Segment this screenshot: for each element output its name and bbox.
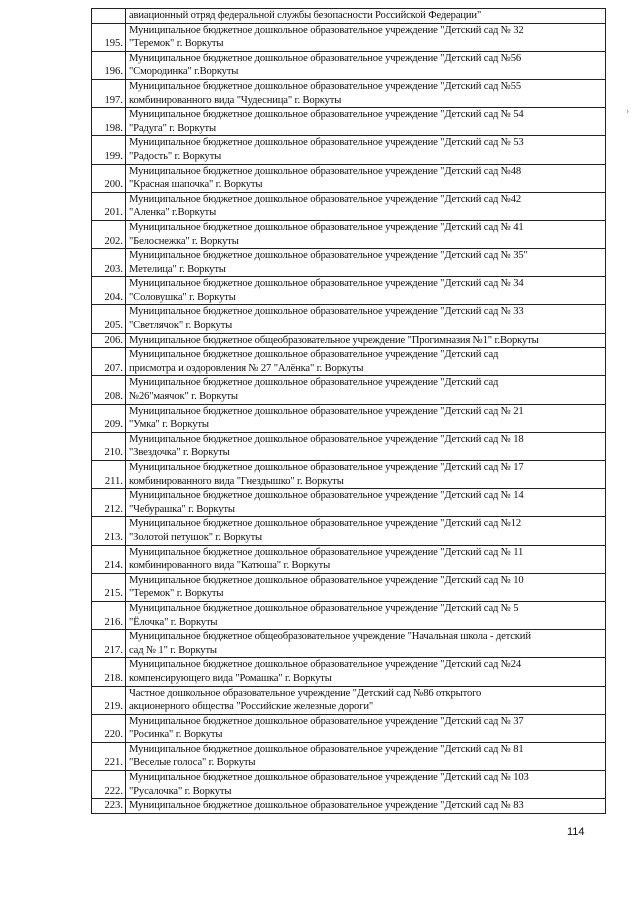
row-number: 197. [92, 79, 126, 107]
institution-name-line: сад № 1" г. Воркуты [129, 644, 217, 656]
institution-name-line: Муниципальное бюджетное дошкольное образовательное учреждение "Детский сад № 81 [129, 743, 524, 755]
institution-name-cell [126, 489, 606, 517]
row-number: 207. [92, 348, 126, 376]
row-number: 220. [92, 714, 126, 742]
institution-name-line: "Теремок" г. Воркуты [129, 588, 224, 600]
institution-name-cell [126, 9, 606, 24]
institution-name-cell [126, 432, 606, 460]
institution-name-cell [126, 714, 606, 742]
institution-name-line: Муниципальное бюджетное дошкольное образовательное учреждение "Детский сад № 14 [129, 490, 524, 502]
table-row [92, 164, 606, 192]
table-row [92, 545, 606, 573]
institution-name-cell [126, 164, 606, 192]
table-row [92, 517, 606, 545]
institution-name-cell [126, 348, 606, 376]
row-number: 205. [92, 305, 126, 333]
table-row [92, 9, 606, 24]
institution-name-line: Муниципальное бюджетное дошкольное образовательное учреждение "Детский сад № 37 [129, 715, 524, 727]
row-number: 221. [92, 742, 126, 770]
institution-name-line: Муниципальное бюджетное дошкольное образовательное учреждение "Детский сад № 18 [129, 433, 524, 445]
institution-name-line: "Соловушка" г. Воркуты [129, 291, 236, 303]
page-number: 114 [567, 826, 585, 838]
table-row [92, 220, 606, 248]
table-row [92, 714, 606, 742]
row-number: 215. [92, 573, 126, 601]
institution-name-line: Муниципальное бюджетное дошкольное образовательное учреждение "Детский сад № 41 [129, 221, 524, 233]
institution-name-cell [126, 376, 606, 404]
institution-name-line: Муниципальное бюджетное дошкольное образовательное учреждение "Детский сад № 35" [129, 250, 528, 262]
institution-name-line: Муниципальное бюджетное дошкольное образовательное учреждение "Детский сад № 11 [129, 546, 524, 558]
row-number: 217. [92, 630, 126, 658]
table-row [92, 305, 606, 333]
institution-name-cell [126, 79, 606, 107]
institution-name-line: "Радуга" г. Воркуты [129, 122, 216, 134]
institution-name-line: Муниципальное бюджетное дошкольное образовательное учреждение "Детский сад № 17 [129, 462, 524, 473]
row-number: 198. [92, 108, 126, 136]
institution-name-line: компенсирующего вида "Ромашка" г. Воркуты [129, 672, 332, 684]
table-row [92, 348, 606, 376]
table-row [92, 108, 606, 136]
institution-name-line: Муниципальное бюджетное дошкольное образовательное учреждение "Детский сад № 34 [129, 278, 524, 290]
row-number: 195. [92, 23, 126, 51]
table-row [92, 79, 606, 107]
row-number [92, 9, 126, 24]
institution-name-cell [126, 220, 606, 248]
institution-name-cell [126, 192, 606, 220]
institution-name-cell [126, 545, 606, 573]
institution-name-line: Муниципальное бюджетное дошкольное образовательное учреждение "Детский сад №55 [129, 80, 522, 92]
row-number: 201. [92, 192, 126, 220]
institution-name-line: Муниципальное бюджетное дошкольное образовательное учреждение "Детский сад № 5 [129, 602, 519, 614]
institution-name-line: комбинированного вида "Катюша" г. Воркуты [129, 560, 331, 572]
institution-name-line: Муниципальное бюджетное дошкольное образовательное учреждение "Детский сад [129, 349, 499, 361]
institution-name-cell [126, 51, 606, 79]
institution-name-cell [126, 601, 606, 629]
institution-name-line: авиационный отряд федеральной службы безопасности Российской Федерации" [129, 10, 482, 21]
row-number: 206. [92, 333, 126, 348]
institution-name-line: "Красная шапочка" г. Воркуты [129, 179, 263, 191]
institution-name-line: комбинированного вида "Чудесница" г. Воркуты [129, 94, 342, 106]
row-number: 208. [92, 376, 126, 404]
institution-name-line: Муниципальное бюджетное дошкольное образовательное учреждение "Детский сад [129, 377, 499, 389]
institution-name-line: Метелица" г. Воркуты [129, 263, 226, 275]
institution-name-cell [126, 686, 606, 714]
row-number: 200. [92, 164, 126, 192]
institution-name-line: Частное дошкольное образовательное учреждение "Детский сад №86 открытого [129, 687, 482, 699]
institution-name-cell [126, 630, 606, 658]
row-number: 219. [92, 686, 126, 714]
institution-name-line: Муниципальное бюджетное дошкольное образовательное учреждение "Детский сад № 10 [129, 574, 524, 586]
table-row [92, 489, 606, 517]
institution-name-cell [126, 658, 606, 686]
table-row [92, 630, 606, 658]
institution-name-line: Муниципальное бюджетное дошкольное образовательное учреждение "Детский сад № 21 [129, 405, 524, 417]
institution-name-cell [126, 277, 606, 305]
institution-name-line: "Умка" г. Воркуты [129, 419, 209, 431]
institution-name-line: Муниципальное бюджетное дошкольное образовательное учреждение "Детский сад № 53 [129, 137, 524, 149]
table-row [92, 333, 606, 348]
institution-name-line: "Росинка" г. Воркуты [129, 729, 223, 741]
registry-table [91, 8, 606, 814]
institution-name-cell [126, 799, 606, 814]
institution-name-line: "Смородинка" г.Воркуты [129, 66, 239, 78]
institution-name-line: "Звездочка" г. Воркуты [129, 447, 230, 459]
table-row [92, 658, 606, 686]
institution-name-cell [126, 23, 606, 51]
institution-name-cell [126, 461, 606, 489]
table-row [92, 136, 606, 164]
institution-name-cell [126, 517, 606, 545]
row-number: 213. [92, 517, 126, 545]
row-number: 211. [92, 461, 126, 489]
institution-name-line: Муниципальное бюджетное дошкольное образовательное учреждение "Детский сад № 33 [129, 306, 524, 318]
table-row [92, 23, 606, 51]
row-number: 214. [92, 545, 126, 573]
table-row [92, 799, 606, 814]
table-row [92, 376, 606, 404]
institution-name-line: присмотра и оздоровления № 27 "Алёнка" г. Воркуты [129, 362, 364, 374]
table-row [92, 601, 606, 629]
institution-name-line: Муниципальное бюджетное дошкольное образовательное учреждение "Детский сад №56 [129, 52, 522, 64]
institution-name-line: "Радость" г. Воркуты [129, 150, 222, 162]
table-row [92, 461, 606, 489]
institution-name-cell [126, 742, 606, 770]
institution-name-line: Муниципальное бюджетное дошкольное образовательное учреждение "Детский сад №42 [129, 193, 522, 205]
row-number: 209. [92, 404, 126, 432]
institution-name-cell [126, 333, 606, 348]
table-row [92, 771, 606, 799]
table-row [92, 742, 606, 770]
institution-name-line: Муниципальное бюджетное дошкольное образовательное учреждение "Детский сад № 32 [129, 24, 524, 36]
institution-name-line: Муниципальное бюджетное дошкольное образовательное учреждение "Детский сад №24 [129, 659, 522, 671]
institution-name-line: "Теремок" г. Воркуты [129, 38, 224, 50]
row-number: 203. [92, 249, 126, 277]
row-number: 212. [92, 489, 126, 517]
table-row [92, 432, 606, 460]
institution-name-cell [126, 136, 606, 164]
row-number: 210. [92, 432, 126, 460]
institution-name-cell [126, 573, 606, 601]
institution-name-line: "Веселые голоса" г. Воркуты [129, 757, 256, 769]
row-number: 196. [92, 51, 126, 79]
institution-name-line: Муниципальное бюджетное дошкольное образовательное учреждение "Детский сад №12 [129, 518, 522, 530]
institution-name-line: Муниципальное бюджетное дошкольное образовательное учреждение "Детский сад №48 [129, 165, 522, 177]
table-row [92, 686, 606, 714]
institution-name-cell [126, 771, 606, 799]
institution-name-cell [126, 108, 606, 136]
registry-table-body [92, 9, 606, 814]
table-row [92, 192, 606, 220]
row-number: 216. [92, 601, 126, 629]
row-number: 204. [92, 277, 126, 305]
row-number: 223. [92, 799, 126, 814]
institution-name-line: Муниципальное бюджетное дошкольное образовательное учреждение "Детский сад № 54 [129, 109, 524, 121]
institution-name-cell [126, 249, 606, 277]
institution-name-line: "Ёлочка" г. Воркуты [129, 616, 218, 628]
table-row [92, 404, 606, 432]
institution-name-line: "Золотой петушок" г. Воркуты [129, 531, 263, 543]
row-number: 199. [92, 136, 126, 164]
institution-name-line: акционерного общества "Российские железные дороги" [129, 701, 374, 713]
institution-name-cell [126, 404, 606, 432]
institution-name-cell [126, 305, 606, 333]
table-row [92, 51, 606, 79]
institution-name-line: Муниципальное бюджетное дошкольное образовательное учреждение "Детский сад № 83 [129, 800, 524, 812]
institution-name-line: "Чебурашка" г. Воркуты [129, 503, 235, 515]
institution-name-line: "Белоснежка" г. Воркуты [129, 235, 239, 247]
table-row [92, 277, 606, 305]
row-number: 222. [92, 771, 126, 799]
institution-name-line: комбинированного вида "Гнездышко" г. Воркуты [129, 475, 344, 487]
institution-name-line: №26"маячок" г. Воркуты [129, 391, 238, 403]
row-number: 202. [92, 220, 126, 248]
margin-mark: › [626, 106, 630, 117]
institution-name-line: Муниципальное бюджетное общеобразовательное учреждение "Начальная школа - детский [129, 631, 531, 643]
table-row [92, 573, 606, 601]
institution-name-line: "Аленка" г.Воркуты [129, 207, 217, 219]
table-row [92, 249, 606, 277]
institution-name-line: Муниципальное бюджетное дошкольное образовательное учреждение "Детский сад № 103 [129, 772, 529, 784]
institution-name-line: Муниципальное бюджетное общеобразовательное учреждение "Прогимназия №1" г.Воркуты [129, 334, 539, 346]
row-number: 218. [92, 658, 126, 686]
institution-name-line: "Светлячок" г. Воркуты [129, 320, 233, 332]
institution-name-line: "Русалочка" г. Воркуты [129, 785, 232, 797]
